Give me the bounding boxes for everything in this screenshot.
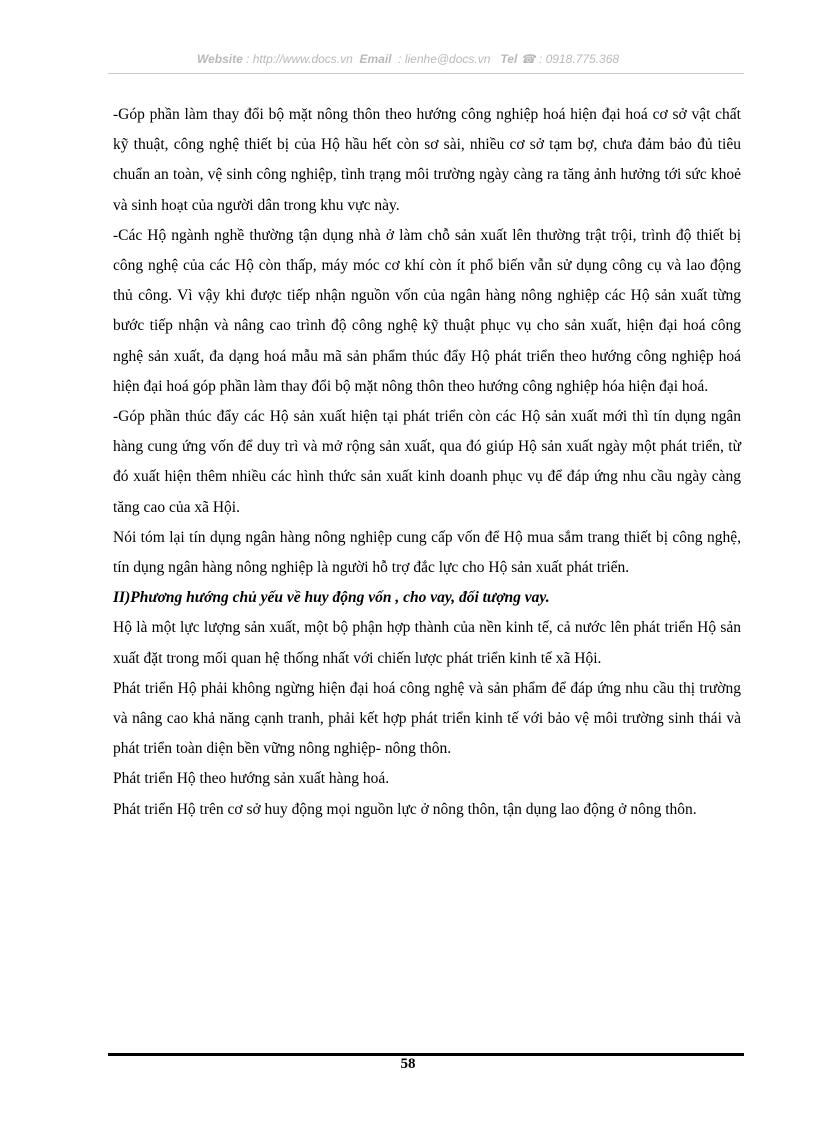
paragraph: -Góp phần thúc đẩy các Hộ sản xuất hiện tại phát triển còn các Hộ sản xuất mới thì tín dụng ngân hàng cung ứng vốn để duy trì và mở rộng sản xuất, qua đó giúp Hộ sản xuất ngày một phát triển, từ đó xuất hiện thêm nhiều các hình thức sản xuất kinh doanh phục vụ để đáp ứng nhu cầu ngày càng tăng cao của xã Hội. <box>113 408 741 516</box>
section-heading: II)Phương hướng chủ yếu về huy động vốn , cho vay, đối tượng vay. <box>113 589 550 607</box>
paragraph: Phát triển Hộ phải không ngừng hiện đại hoá công nghệ và sản phẩm để đáp ứng nhu cầu thị trường và nâng cao khả năng cạnh tranh, phải kết hợp phát triển kinh tế với bảo vệ môi trường sinh thái và phát triển toàn diện bền vững nông nghiệp- nông thôn. <box>113 679 741 758</box>
page-number: 58 <box>400 1056 416 1072</box>
paragraph: Phát triển Hộ theo hướng sản xuất hàng hoá. <box>113 770 390 788</box>
paragraph: Nói tóm lại tín dụng ngân hàng nông nghiệp cung cấp vốn để Hộ mua sắm trang thiết bị công nghệ, tín dụng ngân hàng nông nghiệp là người hỗ trợ đắc lực cho Hộ sản xuất phát triển. <box>113 528 741 577</box>
tel-label: Tel <box>500 52 518 66</box>
tel-value: : 0918.775.368 <box>538 52 620 66</box>
document-body <box>113 100 741 825</box>
paragraph: Hộ là một lực lượng sản xuất, một bộ phận hợp thành của nền kinh tế, cả nước lên phát triển Hộ sản xuất đặt trong mối quan hệ thống nhất với chiến lược phát triển kinh tế xã Hội. <box>113 619 741 667</box>
website-value: : http://www.docs.vn <box>246 52 353 66</box>
phone-icon: ☎ <box>520 52 536 66</box>
header-divider <box>108 73 744 74</box>
email-label: Email <box>359 52 392 66</box>
paragraph: Phát triển Hộ trên cơ sở huy động mọi nguồn lực ở nông thôn, tận dụng lao động ở nông thôn. <box>113 800 697 818</box>
website-label: Website <box>196 52 243 66</box>
paragraph: -Các Hộ ngành nghề thường tận dụng nhà ở làm chỗ sản xuất lên thường trật trội, trình độ thiết bị công nghệ của các Hộ còn thấp, máy móc cơ khí còn ít phổ biến vẫn sử dụng công cụ và lao động thủ công. Vì vậy khi được tiếp nhận nguồn vốn của ngân hàng nông nghiệp các Hộ sản xuất từng bước tiếp nhận và nâng cao trình độ công nghệ kỹ thuật phục vụ cho sản xuất, hiện đại hoá công nghệ sản xuất, đa dạng hoá mẫu mã sản phẩm thúc đẩy Hộ phát triển theo hướng công nghiệp hoá hiện đại hoá góp phần làm thay đổi bộ mặt nông thôn theo hướng công nghiệp hóa hiện đại hoá. <box>113 226 741 395</box>
page-header <box>0 52 816 66</box>
email-value: : lienhe@docs.vn <box>398 52 491 66</box>
paragraph: -Góp phần làm thay đổi bộ mặt nông thôn theo hướng công nghiệp hoá hiện đại hoá cơ sở vật chất kỹ thuật, công nghệ thiết bị của Hộ hầu hết còn sơ sài, nhiều cơ sở tạm bợ, chưa đảm bảo đủ tiêu chuẩn an toàn, vệ sinh công nghiệp, tình trạng môi trường ngày càng ra tăng ảnh hưởng tới sức khoẻ và sinh hoạt của người dân trong khu vực này. <box>113 106 741 214</box>
